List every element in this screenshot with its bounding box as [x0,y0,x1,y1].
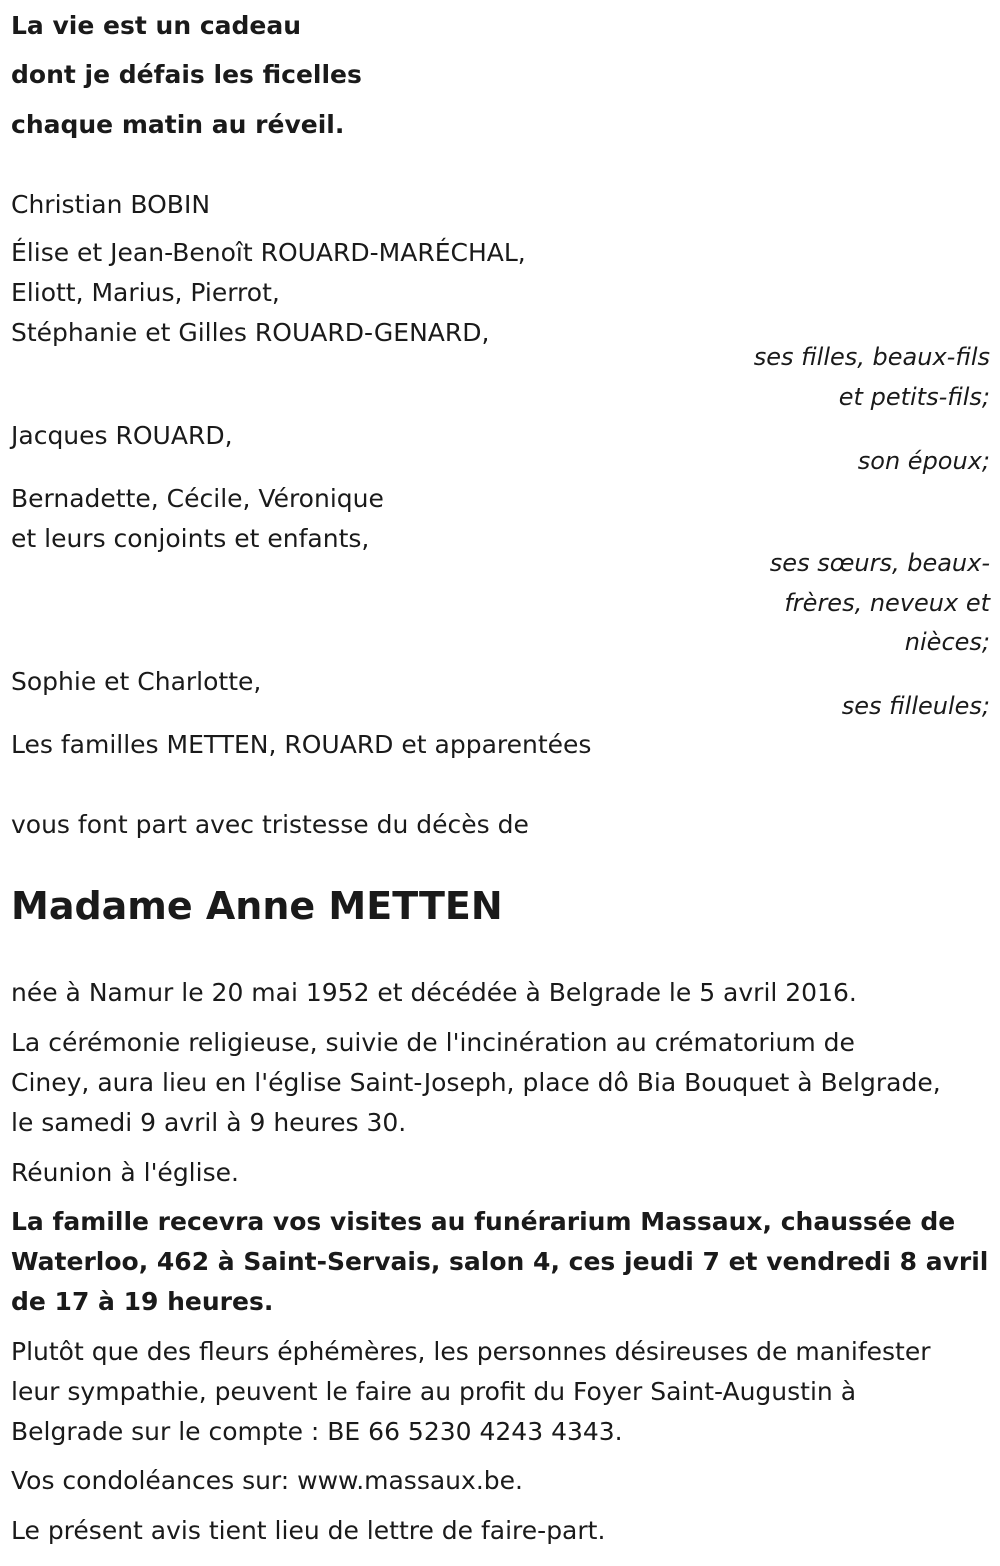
sisters-role-line-1: ses sœurs, beaux- [769,549,990,577]
daughters-line-1: Élise et Jean-Benoît ROUARD-MARÉCHAL, [11,238,526,267]
poem-line-1: La vie est un cadeau [11,11,302,40]
goddaughters-role: ses filleules; [841,692,990,720]
goddaughters-names: Sophie et Charlotte, [11,667,262,696]
birth-death-line: née à Namur le 20 mai 1952 et décédée à Belgrade le 5 avril 2016. [11,978,857,1007]
flowers-line-2: leur sympathie, peuvent le faire au profit du Foyer Saint-Augustin à [11,1377,857,1406]
sisters-role-line-3: nièces; [904,628,990,656]
daughters-line-3: Stéphanie et Gilles ROUARD-GENARD, [11,318,490,347]
sisters-line-1: Bernadette, Cécile, Véronique [11,484,384,513]
daughters-role-line-2: et petits-fils; [838,383,990,411]
notice-line: Le présent avis tient lieu de lettre de faire-part. [11,1516,606,1545]
husband-name: Jacques ROUARD, [11,421,233,450]
visits-line-2: Waterloo, 462 à Saint-Servais, salon 4, ces jeudi 7 et vendredi 8 avril [11,1247,989,1276]
sisters-role-line-2: frères, neveux et [784,589,990,617]
visits-line-1: La famille recevra vos visites au funérarium Massaux, chaussée de [11,1207,956,1236]
sisters-line-2: et leurs conjoints et enfants, [11,524,370,553]
flowers-line-3: Belgrade sur le compte : BE 66 5230 4243 4343. [11,1417,623,1446]
poem-line-3: chaque matin au réveil. [11,110,345,139]
poem-line-2: dont je défais les ficelles [11,60,362,89]
visits-line-3: de 17 à 19 heures. [11,1287,274,1316]
condolences-line: Vos condoléances sur: www.massaux.be. [11,1466,523,1495]
daughters-line-2: Eliott, Marius, Pierrot, [11,278,280,307]
reunion-line: Réunion à l'église. [11,1158,239,1187]
poem-author: Christian BOBIN [11,190,211,219]
ceremony-line-2: Ciney, aura lieu en l'église Saint-Joseph, place dô Bia Bouquet à Belgrade, [11,1068,941,1097]
deceased-name: Madame Anne METTEN [11,884,503,928]
husband-role: son époux; [857,447,990,475]
flowers-line-1: Plutôt que des fleurs éphémères, les personnes désireuses de manifester [11,1337,931,1366]
daughters-role-line-1: ses filles, beaux-fils [753,343,990,371]
ceremony-line-3: le samedi 9 avril à 9 heures 30. [11,1108,407,1137]
announcement-line: vous font part avec tristesse du décès de [11,810,529,839]
ceremony-line-1: La cérémonie religieuse, suivie de l'incinération au crématorium de [11,1028,855,1057]
families-line: Les familles METTEN, ROUARD et apparentées [11,730,592,759]
